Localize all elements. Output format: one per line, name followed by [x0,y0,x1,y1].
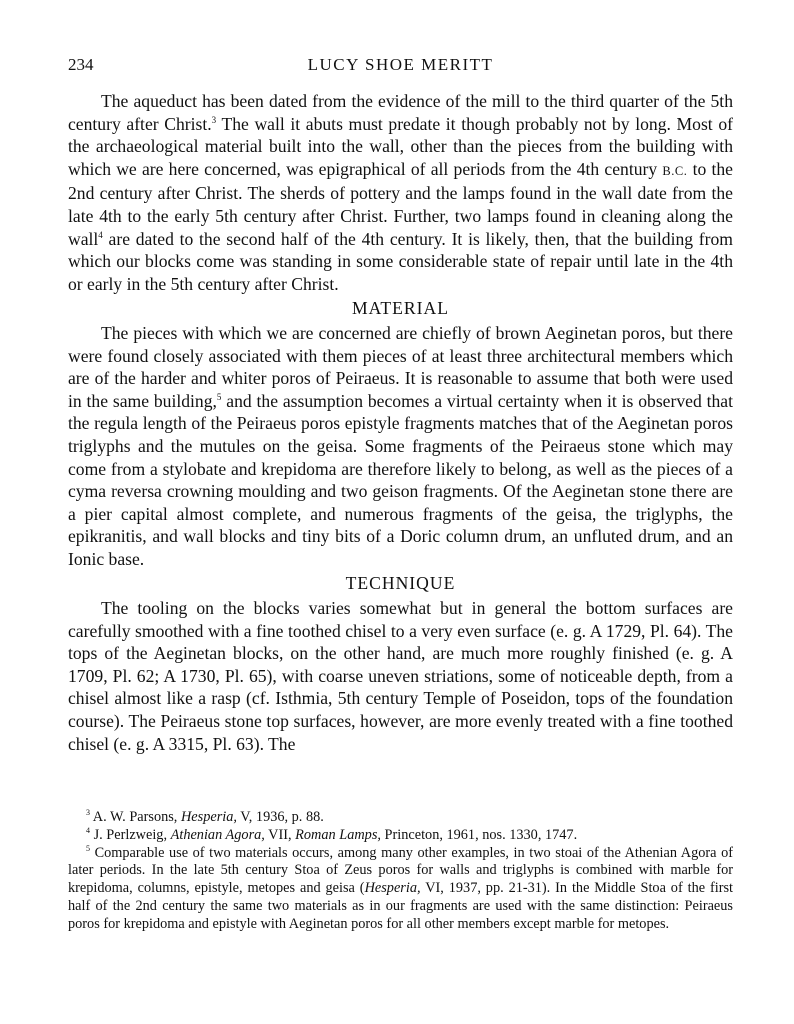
page-header [68,55,733,79]
paragraph-aqueduct: The aqueduct has been dated from the evidence of the mill to the third quarter of the 5th century after Christ.$^3$ The wall it abuts must predate it though probably not by long. Most of the archaeological material built into the wall, other than the pieces from the building with which we are here concerned, was epigraphical of all periods from the 4th century B.C. to the 2nd century after Christ. The sherds of pottery and the lamps found in the wall date from the late 4th to the early 5th century after Christ. Further, two lamps found in cleaning along the wall$^4$ are dated to the second half of the 4th century. It is likely, then, that the building from which our blocks come was standing in some considerable state of repair until late in the 4th or early in the 5th century after Christ. [68,91,733,294]
heading-technique: TECHNIQUE [345,573,456,594]
running-head: LUCY SHOE MERITT [307,55,494,74]
footnote-ref-4: 4 [98,229,103,240]
main-text [68,90,733,755]
paragraph-material: The pieces with which we are concerned are chiefly of brown Aeginetan poros, but there were found closely associated with them pieces of at least three architectural members which are of the harder and whiter poros of Peiraeus. It is reasonable to assume that both were used in the same building,$^5$ and the assumption becomes a virtual certainty when it is observed that the regula length of the Peiraeus poros epistyle fragments matches that of the Aeginetan poros triglyphs and the mutules on the geisa. Some fragments of the Peiraeus stone which may come from a stylobate and krepidoma are therefore likely to belong, as well as the pieces of a cyma reversa crowning moulding and two geison fragments. Of the Aeginetan stone there are a pier capital almost complete, and numerous fragments of the geisa, the triglyphs, the epikranitis, and wall blocks and tiny bits of a Doric column drum, an unfluted drum, and an Ionic base. [68,322,733,569]
footnote-5: $^5$ Comparable use of two materials occurs, among many other examples, in two stoai of the Athenian Agora of later periods. In the late 5th century Stoa of Zeus poros for walls and triglyphs is combined with marble for krepidoma, columns, epistyle, metopes and geisa (Hesperia, VI, 1937, pp. 21-31). In the Middle Stoa of the first half of the 2nd century the same two materials as in our fragments are used with the same distinction: Peiraeus poros for krepidoma and epistyle with Aeginetan poros for all other members except marble for metopes. [68,843,733,932]
footnote-4: $^4$ J. Perlzweig, Athenian Agora, VII, Roman Lamps, Princeton, 1961, nos. 1330, 1747. [86,826,578,843]
page-number: 234 [68,55,94,74]
small-caps-bc: B.C. [662,163,688,178]
footnotes [68,809,733,934]
footnote-3: $^3$ A. W. Parsons, Hesperia, V, 1936, p. 88. [86,808,324,825]
heading-material: MATERIAL [352,298,449,319]
footnote-ref-3: 3 [211,114,217,125]
paragraph-technique: The tooling on the blocks varies somewhat but in general the bottom surfaces are carefully smoothed with a fine toothed chisel to a very even surface (e. g. A 1729, Pl. 64). The tops of the Aeginetan blocks, on the other hand, are much more roughly finished (e. g. A 1709, Pl. 62; A 1730, Pl. 65), with coarse uneven striations, some of noticeable depth, from a chisel almost like a rasp (cf. Isthmia, 5th century Temple of Poseidon, tops of the foundation course). The Peiraeus stone top surfaces, however, are more evenly treated with a fine toothed chisel (e. g. A 3315, Pl. 63). The [68,598,733,754]
footnote-ref-5: 5 [216,391,222,402]
